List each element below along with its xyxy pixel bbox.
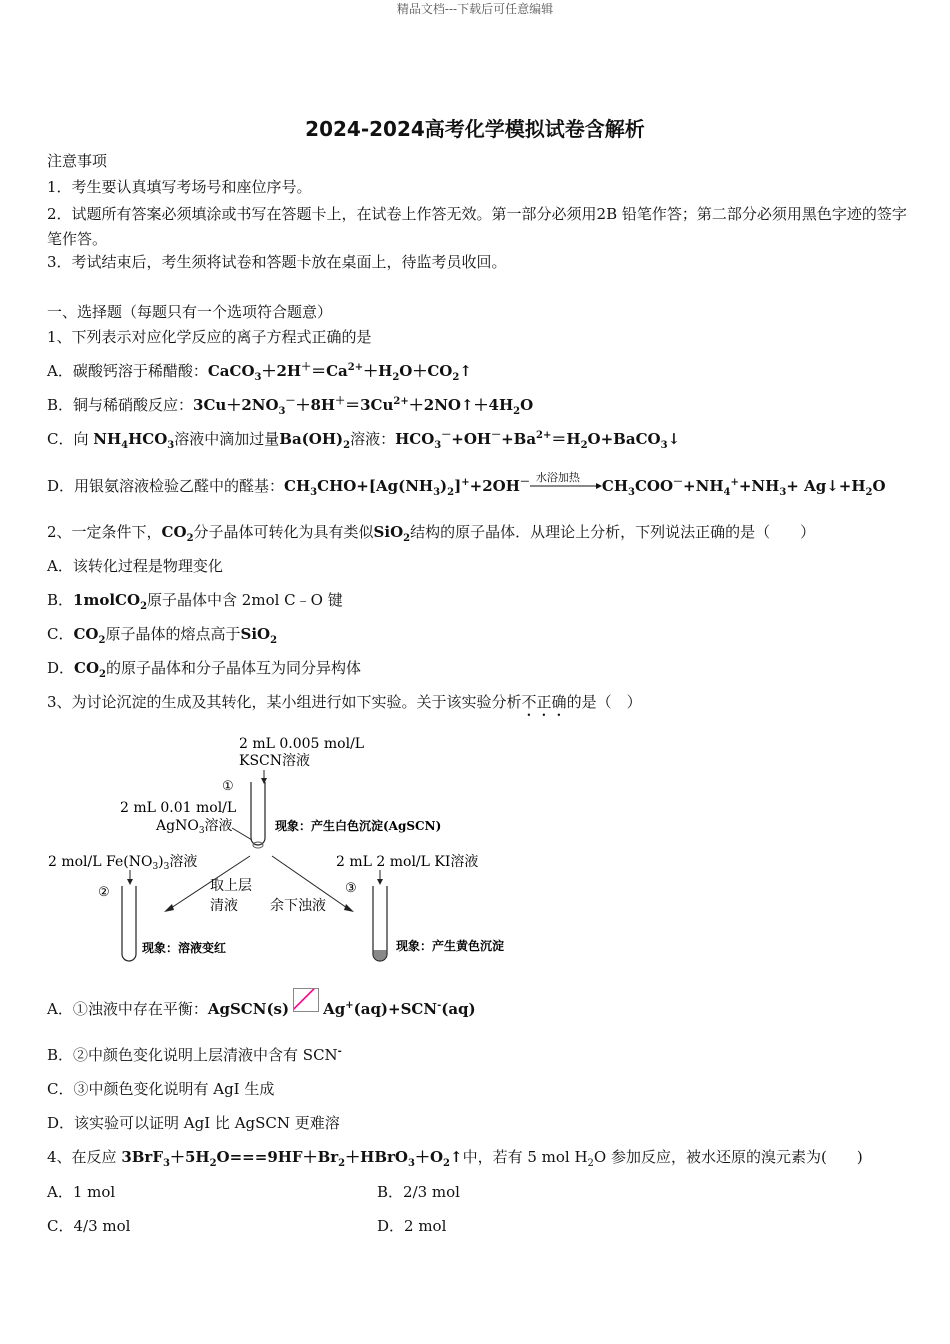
q2-c-formula2: SiO$_2$ [240, 625, 278, 646]
agno3-label-2: AgNO$_3$溶液 [156, 818, 233, 836]
q2-stem-c: 结构的原子晶体．从理论上分析，下列说法正确的是（ ） [410, 523, 816, 541]
ksc-label-2: KSCN溶液 [239, 753, 311, 769]
q4-stem-a: 4、在反应 [47, 1148, 122, 1166]
notice-heading: 注意事项 [47, 152, 108, 170]
step-3-marker: ③ [345, 881, 357, 896]
ksc-label-1: 2 mL 0.005 mol/L [239, 736, 365, 752]
q1-c-equation: $HCO_3^-+OH^-+Ba^{2+}=H_2O+BaCO_3↓$ [395, 430, 681, 451]
obs-3: 现象：产生黄色沉淀 [396, 939, 505, 953]
q3-option-d[interactable]: D．该实验可以证明 AgI 比 AgSCN 更难溶 [47, 1114, 340, 1132]
q1-b-equation: $3Cu+2NO_3^-+8H^+=3Cu^{2+}+2NO↑+4H_2O$ [193, 396, 534, 417]
q1-d-reactants: $CH_3CHO+[Ag(NH_3)_2]^++2OH^-$ [284, 477, 530, 498]
q1-c-label: C．向 [47, 430, 94, 448]
q2-d-label: D． [47, 659, 75, 677]
q2-stem [47, 522, 815, 542]
q2-co2: $CO_2$ [161, 523, 194, 544]
header-note: 精品文档---下载后可任意编辑 [396, 2, 554, 16]
q1-stem: 1、下列表示对应化学反应的离子方程式正确的是 [47, 328, 372, 346]
q2-d-text: 的原子晶体和分子晶体互为同分异构体 [106, 659, 362, 677]
q2-stem-b: 分子晶体可转化为具有类似 [193, 523, 374, 541]
take-upper-1: 取上层 [210, 878, 252, 894]
q4-equation: $3BrF_3+5H_2O===9HF+Br_2+HBrO_3+O_2↑$ [121, 1148, 463, 1169]
q2-b-text: 原子晶体中含 2mol C﹣O 键 [147, 591, 343, 609]
q2-option-c[interactable] [47, 624, 277, 644]
q2-c-label: C． [47, 625, 74, 643]
reaction-arrow [530, 471, 602, 496]
take-upper-2: 清液 [210, 898, 238, 914]
q1-c-mid: 溶液中滴加过量 [174, 430, 280, 448]
q3-option-a[interactable] [47, 999, 476, 1026]
page-title: 2024-2024高考化学模拟试卷含解析 [305, 117, 645, 141]
step-1-marker: ① [222, 779, 234, 794]
remain-label: 余下浊液 [270, 898, 326, 914]
q1-d-label: D．用银氨溶液检验乙醛中的醛基： [47, 477, 285, 495]
q2-sio2: SiO$_2$ [373, 523, 411, 544]
q3-a-label: A．①浊液中存在平衡： [47, 1000, 208, 1018]
q2-c-formula: $CO_2$ [73, 625, 106, 646]
q2-option-b[interactable] [47, 590, 343, 610]
q1-c-mid2: 溶液： [350, 430, 396, 448]
q1-c-reagent: $NH_4HCO_3$ [93, 430, 175, 451]
q3-stem [47, 692, 642, 720]
section-heading: 一、选择题（每题只有一个选项符合题意） [47, 303, 333, 321]
notice-item-2: 2．试题所有答案必须填涂或书写在答题卡上，在试卷上作答无效。第一部分必须用2B 铅笔作答；第二部分必须用黑色字迹的签字笔作答。 [47, 205, 907, 248]
q2-b-label: B． [47, 591, 74, 609]
arrow-icon [530, 482, 602, 490]
q1-option-a[interactable] [47, 361, 472, 381]
q1-a-label: A．碳酸钙溶于稀醋酸： [47, 362, 208, 380]
q3-a-left: AgSCN(s) [207, 1000, 290, 1018]
q3-stem-b: 的是（ ） [566, 693, 642, 711]
q1-b-label: B．铜与稀硝酸反应： [47, 396, 194, 414]
q2-option-a[interactable]: A．该转化过程是物理变化 [47, 557, 223, 575]
q2-b-formula: 1molCO$_2$ [73, 591, 148, 612]
q1-d-condition: 水浴加热 [535, 471, 580, 484]
test-tube-3 [373, 886, 387, 961]
experiment-diagram [40, 728, 560, 968]
q3-a-right: Ag+(aq)+SCN-(aq) [323, 1000, 476, 1018]
q1-option-c[interactable] [47, 429, 680, 449]
q3-stem-emphasis: 不正确 [521, 693, 567, 711]
test-tube-2 [122, 886, 136, 961]
agno3-label-1: 2 mL 0.01 mol/L [120, 800, 237, 816]
q1-d-products: $CH_3COO^-+NH_4^++NH_3+$ $Ag↓+H_2O$ [601, 477, 886, 498]
q1-a-equation: $CaCO_3+2H^+=Ca^{2+}+H_2O+CO_2↑$ [207, 362, 472, 383]
q1-c-reagent2: $Ba(OH)_2$ [279, 430, 351, 451]
test-tube-1 [251, 782, 265, 845]
q4-stem-c: O 参加反应，被水还原的溴元素为( ) [593, 1148, 863, 1166]
obs-2: 现象：溶液变红 [142, 941, 227, 955]
q1-option-b[interactable] [47, 395, 533, 415]
notice-item-1: 1．考生要认真填写考场号和座位序号。 [47, 178, 312, 196]
q3-b-text: B．②中颜色变化说明上层清液中含有 SCN [47, 1046, 338, 1064]
q2-d-formula: $CO_2$ [74, 659, 107, 680]
q3-stem-a: 3、为讨论沉淀的生成及其转化，某小组进行如下实验。关于该实验分析 [47, 693, 522, 711]
q4-stem: 4、在反应 $3BrF_3+5H_2O===9HF+Br_2+HBrO_3+O_2↑$中，若有 5 mol $H_2O$ 参加反应，被水还原的溴元素为( ) [47, 1148, 863, 1169]
q4-option-a[interactable]: A．1 mol [47, 1183, 116, 1201]
q4-option-c[interactable]: C．4/3 mol [47, 1217, 131, 1235]
step-2-marker: ② [98, 885, 110, 900]
q2-option-d[interactable] [47, 658, 361, 678]
q4-stem-b: 中，若有 5 mol H [462, 1148, 588, 1166]
q4-option-b[interactable]: B．2/3 mol [377, 1183, 460, 1201]
q1-option-d[interactable] [47, 471, 886, 498]
notice-item-3: 3．考试结束后，考生须将试卷和答题卡放在桌面上，待监考员收回。 [47, 253, 507, 271]
q2-c-text: 原子晶体的熔点高于 [105, 625, 241, 643]
q3-option-b[interactable]: B．②中颜色变化说明上层清液中含有 SCN- [47, 1046, 342, 1064]
q4-option-d[interactable]: D．2 mol [377, 1217, 447, 1235]
obs-1: 现象：产生白色沉淀(AgSCN) [275, 819, 442, 833]
fe-label: 2 mol/L $Fe(NO_3)_3$溶液 [48, 854, 198, 872]
q3-option-c[interactable]: C．③中颜色变化说明有 AgI 生成 [47, 1080, 275, 1098]
equilibrium-icon [293, 988, 319, 1012]
ki-label: 2 mL 2 mol/L KI溶液 [336, 854, 479, 870]
q2-stem-a: 2、一定条件下， [47, 523, 162, 541]
